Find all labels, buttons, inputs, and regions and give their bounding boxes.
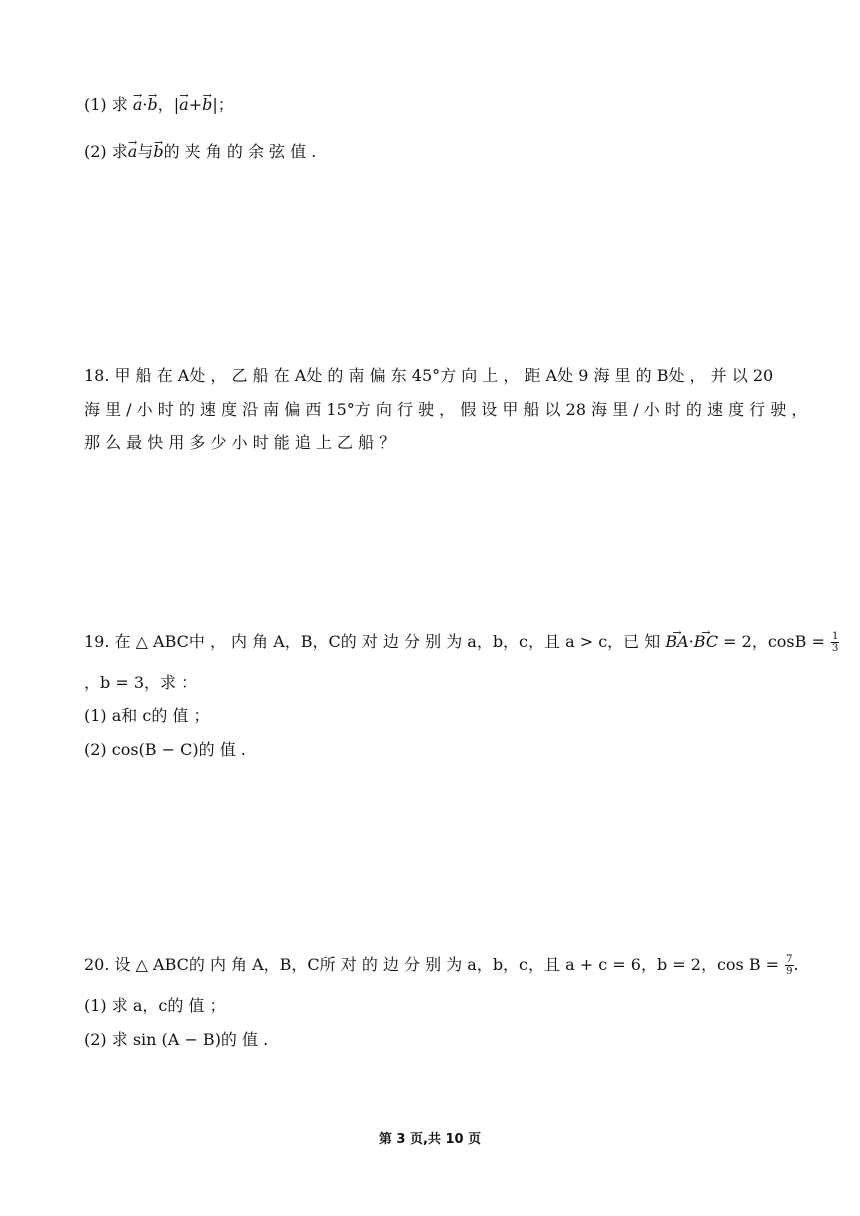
fraction-numerator: 1	[831, 631, 839, 642]
q19-line2: ，b = 3，求 ：	[84, 673, 198, 692]
fraction-one-third	[831, 631, 839, 654]
vector-a: → a	[128, 142, 138, 162]
q20-part1: (1) 求 a，c的 值 ；	[84, 996, 226, 1015]
mid-text: 与	[137, 142, 154, 161]
part-label: (1)	[84, 95, 107, 114]
q18-line3: 那 么 最 快 用 多 少 小 时 能 追 上 乙 船 ？	[84, 433, 396, 452]
question-text: 的 夹 角 的 余 弦 值 .	[163, 142, 317, 161]
q20-part2: (2) 求 sin (A − B)的 值 .	[84, 1030, 269, 1049]
vector-b: → b	[153, 142, 163, 162]
separator: ，	[157, 95, 174, 114]
fraction-seven-ninths	[785, 954, 793, 977]
q19-part2: (2) cos(B − C)的 值 .	[84, 740, 246, 759]
vector-a: → a	[133, 95, 143, 115]
dot-operator: ·	[688, 632, 694, 651]
vector-ba: → BA	[665, 632, 688, 652]
q18-line1: 18. 甲 船 在 A处 ， 乙 船 在 A处 的 南 偏 东 45°方 向 上 ， 距 A处 9 海 里 的 B处 ， 并 以 20	[84, 366, 774, 385]
vector-b: → b	[202, 95, 212, 115]
question-text: 20. 设 △ ABC的 内 角 A，B，C所 对 的 边 分 别 为 a，b，c，且 a + c = 6，b = 2，cos B =	[84, 955, 785, 974]
dot-operator: ·	[142, 95, 148, 114]
end-punct: .	[793, 955, 799, 974]
prefix-text: 求	[111, 95, 128, 114]
abs-close: |	[212, 95, 218, 114]
q18-line2: 海 里 / 小 时 的 速 度 沿 南 偏 西 15°方 向 行 驶 ， 假 设 甲 船 以 28 海 里 / 小 时 的 速 度 行 驶 ，	[84, 400, 808, 419]
vector-bc: → BC	[694, 632, 718, 652]
q17-part1	[84, 95, 234, 115]
part-label: (2)	[84, 142, 107, 161]
q19-part1: (1) a和 c的 值 ；	[84, 706, 210, 725]
equation-text: = 2，cosB =	[718, 632, 830, 651]
page-footer: 第 3 页,共 10 页	[378, 1132, 482, 1147]
vector-a: → a	[179, 95, 189, 115]
end-punct: ；	[217, 95, 234, 114]
q20-line1	[84, 954, 799, 977]
vector-b: → b	[148, 95, 158, 115]
fraction-numerator: 7	[786, 954, 793, 965]
question-text: 19. 在 △ ABC中 ， 内 角 A，B，C的 对 边 分 别 为 a，b，c，且 a > c，已 知	[84, 632, 666, 651]
fraction-denominator: 9	[786, 966, 793, 977]
abs-open: |	[173, 95, 180, 114]
q17-part2	[84, 142, 316, 162]
q19-line1	[84, 631, 839, 654]
prefix-text: 求	[111, 142, 128, 161]
fraction-denominator: 3	[831, 643, 839, 654]
plus-sign: +	[188, 95, 203, 114]
